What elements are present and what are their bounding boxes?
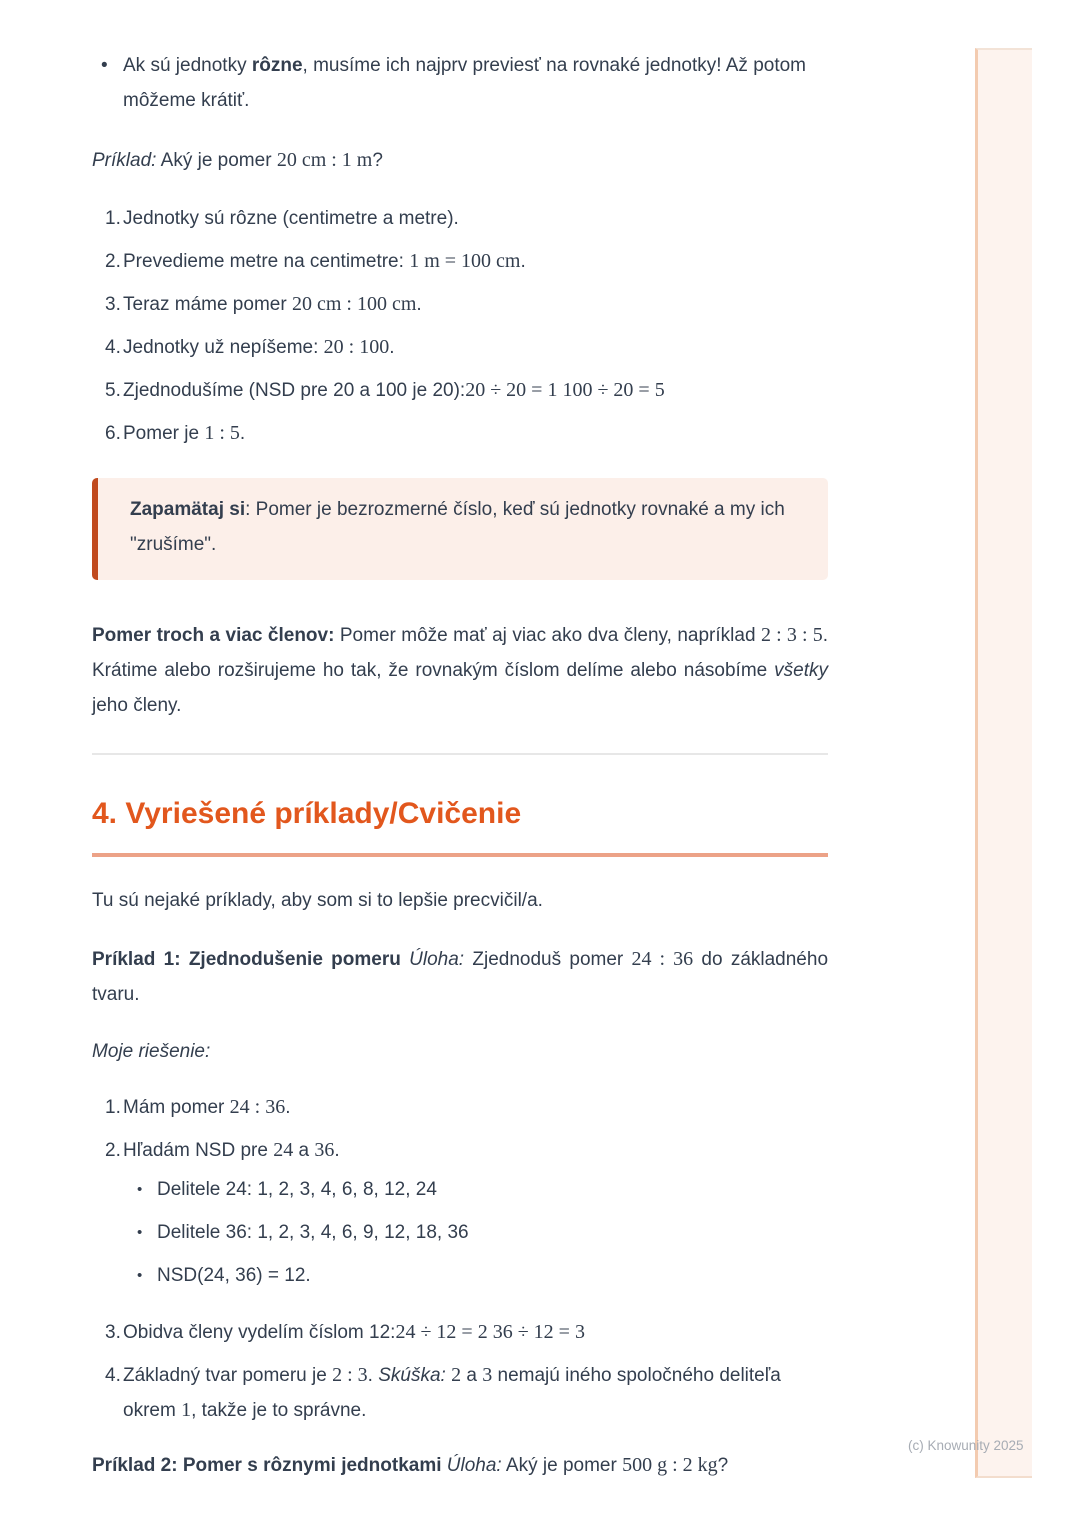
steps-list-solution — [92, 1090, 828, 1428]
heading-underline — [92, 853, 828, 857]
list-item-text: Jednotky už nepíšeme: 20 : 100. — [123, 336, 395, 358]
list-item — [92, 1133, 828, 1307]
list-item — [92, 1090, 828, 1125]
list-item-text: Prevedieme metre na centimetre: 1 m = 100 cm. — [123, 250, 526, 272]
sub-bullet-list — [92, 1172, 828, 1301]
list-item — [92, 1315, 828, 1350]
list-item — [92, 373, 828, 408]
list-item-text: Zjednodušíme (NSD pre 20 a 100 je 20):20 ÷ 20 = 1 100 ÷ 20 = 5 — [123, 379, 665, 401]
list-marker: 2. — [105, 1140, 121, 1161]
section-divider — [92, 753, 828, 755]
list-item-text: Hľadám NSD pre 24 a 36. — [123, 1139, 340, 1161]
list-item — [92, 244, 828, 279]
list-marker: 3. — [105, 294, 121, 315]
watermark: (c) Knowunity 2025 — [908, 1438, 1024, 1453]
list-item-text: Delitele 24: 1, 2, 3, 4, 6, 8, 12, 24 — [157, 1179, 437, 1200]
list-item — [92, 1215, 828, 1250]
list-marker: 4. — [105, 337, 121, 358]
list-item — [92, 1358, 828, 1428]
list-item-text: Pomer je 1 : 5. — [123, 422, 246, 444]
paragraph-pomer-troch: Pomer troch a viac členov: Pomer môže mať aj viac ako dva členy, napríklad 2 : 3 : 5. Krátime alebo rozširujeme ho tak, že rovnakým číslom delíme alebo násobíme všetky jeho členy. — [92, 624, 828, 716]
steps-list-units — [92, 201, 828, 451]
intro-bullet-text: Ak sú jednotky rôzne, musíme ich najprv previesť na rovnaké jednotky! Až potom môžeme krátiť. — [123, 55, 807, 111]
list-item — [92, 1172, 828, 1207]
paragraph-priklad1: Príklad 1: Zjednodušenie pomeru Úloha: Zjednoduš pomer 24 : 36 do základného tvaru. — [92, 948, 829, 1005]
list-marker: 3. — [105, 1322, 121, 1343]
list-item-text: Delitele 36: 1, 2, 3, 4, 6, 9, 12, 18, 36 — [157, 1222, 469, 1243]
list-item-text: NSD(24, 36) = 12. — [157, 1265, 311, 1286]
bullet-dot: • — [101, 55, 108, 76]
list-marker: 6. — [105, 423, 121, 444]
list-item-text: Obidva členy vydelím číslom 12:24 ÷ 12 = 2 36 ÷ 12 = 3 — [123, 1321, 585, 1343]
bullet-dot: • — [137, 1224, 143, 1241]
bullet-dot: • — [137, 1267, 143, 1284]
list-item-text: Mám pomer 24 : 36. — [123, 1096, 291, 1118]
list-marker: 2. — [105, 251, 121, 272]
list-marker: 5. — [105, 380, 121, 401]
paragraph-moje-riesenie: Moje riešenie: — [92, 1041, 211, 1062]
intro-bullet-list — [92, 48, 828, 118]
callout-note — [92, 478, 828, 580]
side-strip — [975, 48, 1032, 1478]
list-item-text: Jednotky sú rôzne (centimetre a metre). — [123, 208, 459, 229]
bullet-dot: • — [137, 1181, 143, 1198]
paragraph-priklad2: Príklad 2: Pomer s rôznymi jednotkami Úloha: Aký je pomer 500 g : 2 kg? — [92, 1454, 729, 1476]
list-item — [92, 48, 828, 118]
list-item-text: Teraz máme pomer 20 cm : 100 cm. — [123, 293, 422, 315]
list-item-line — [92, 1133, 828, 1168]
callout-text: Zapamätaj si: Pomer je bezrozmerné číslo, keď sú jednotky rovnaké a my ich "zrušíme". — [130, 499, 785, 555]
list-marker: 1. — [105, 208, 121, 229]
page-content — [92, 0, 828, 1483]
list-item-text: Základný tvar pomeru je 2 : 3. Skúška: 2 a 3 nemajú iného spoločného deliteľa okrem 1, takže je to správne. — [123, 1364, 781, 1421]
list-marker: 4. — [105, 1365, 121, 1386]
list-item — [92, 330, 828, 365]
paragraph-intro2: Tu sú nejaké príklady, aby som si to lepšie precvičil/a. — [92, 890, 543, 911]
list-marker: 1. — [105, 1097, 121, 1118]
list-item — [92, 287, 828, 322]
list-item — [92, 416, 828, 451]
list-item — [92, 201, 828, 236]
list-item — [92, 1258, 828, 1293]
paragraph-priklad-intro: Príklad: Aký je pomer 20 cm : 1 m? — [92, 149, 383, 171]
section-heading: 4. Vyriešené príklady/Cvičenie — [92, 797, 522, 830]
